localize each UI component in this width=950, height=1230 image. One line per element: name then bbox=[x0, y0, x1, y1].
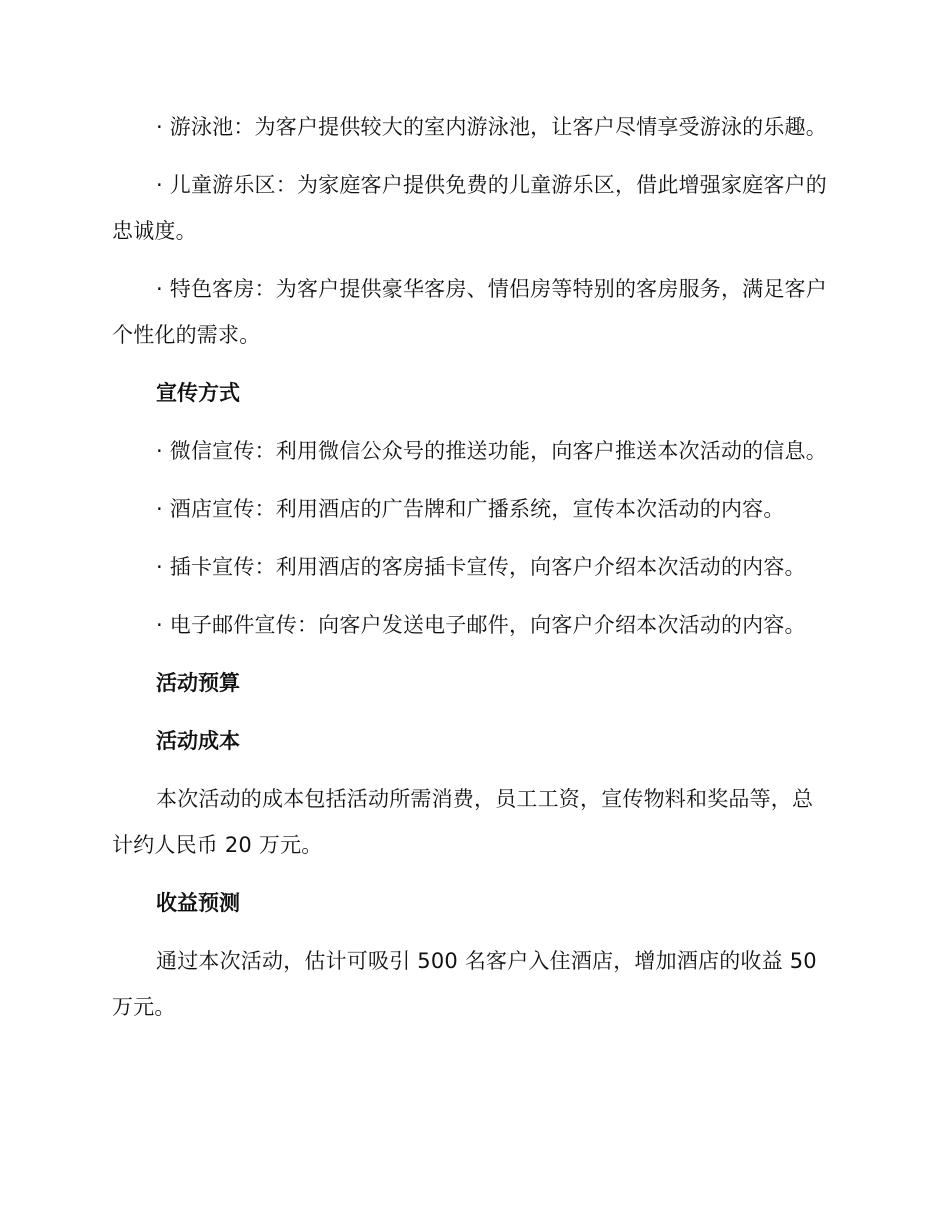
revenue-text: 通过本次活动，估计可吸引 500 名客户入住酒店，增加酒店的收益 50 万元。 bbox=[112, 949, 817, 1019]
document-page bbox=[112, 104, 832, 1042]
promotion-item-email: · 电子邮件宣传：向客户发送电子邮件，向客户介绍本次活动的内容。 bbox=[156, 613, 806, 637]
budget-heading: 活动预算 bbox=[156, 671, 240, 695]
promotion-item-card: · 插卡宣传：利用酒店的客房插卡宣传，向客户介绍本次活动的内容。 bbox=[156, 555, 806, 579]
cost-text: 本次活动的成本包括活动所需消费，员工工资，宣传物料和奖品等，总计约人民币 20 万元。 bbox=[112, 787, 814, 857]
facility-item-kids-area: · 儿童游乐区：为家庭客户提供免费的儿童游乐区，借此增强家庭客户的忠诚度。 bbox=[112, 173, 827, 243]
promotion-item-hotel: · 酒店宣传：利用酒店的广告牌和广播系统，宣传本次活动的内容。 bbox=[156, 497, 785, 521]
cost-heading: 活动成本 bbox=[156, 729, 240, 753]
facility-item-pool: · 游泳池：为客户提供较大的室内游泳池，让客户尽情享受游泳的乐趣。 bbox=[156, 115, 827, 139]
revenue-heading: 收益预测 bbox=[156, 891, 240, 915]
facility-item-special-rooms: · 特色客房：为客户提供豪华客房、情侣房等特别的客房服务，满足客户个性化的需求。 bbox=[112, 277, 827, 347]
promotion-item-wechat: · 微信宣传：利用微信公众号的推送功能，向客户推送本次活动的信息。 bbox=[156, 439, 827, 463]
promotion-heading: 宣传方式 bbox=[156, 381, 240, 405]
